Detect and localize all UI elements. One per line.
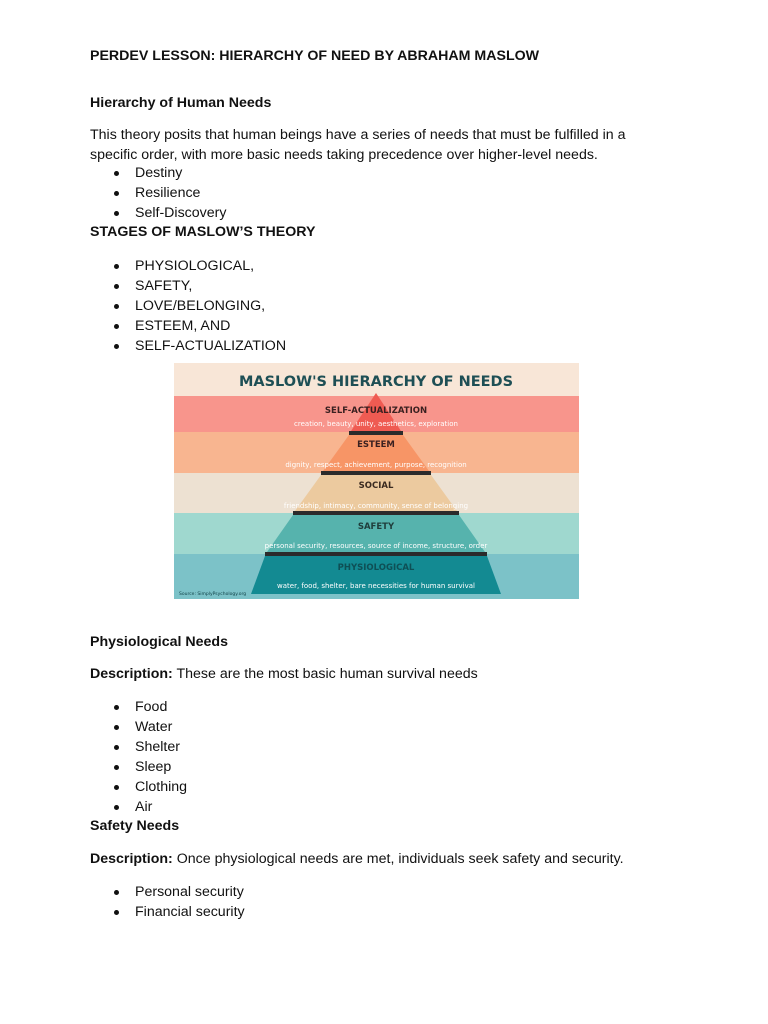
description-label: Description: [90,666,173,682]
physiological-list [90,697,650,817]
list-item: Shelter [90,737,650,757]
list-item: Self-Discovery [90,203,650,223]
list-item: SAFETY, [90,276,650,296]
level-desc-physiological: water, food, shelter, bare necessities for human survival [277,582,475,590]
section-heading-safety: Safety Needs [90,818,180,834]
list-item: Clothing [90,777,650,797]
stages-list [90,256,650,356]
tier-divider [321,471,431,475]
tier-divider [293,511,459,515]
level-name-self-actualization: SELF-ACTUALIZATION [324,406,428,416]
document-title: PERDEV LESSON: HIERARCHY OF NEED BY ABRAHAM MASLOW [90,48,540,64]
figure-source: Source: SimplyPsychology.org [179,592,247,597]
list-item: ESTEEM, AND [90,316,650,336]
tier-divider [349,431,403,435]
list-item: Food [90,697,650,717]
list-item: SELF-ACTUALIZATION [90,336,650,356]
level-name-physiological: PHYSIOLOGICAL [337,563,415,573]
maslow-pyramid-svg [174,363,579,599]
level-desc-self-actualization: creation, beauty, unity, aesthetics, exploration [294,420,458,428]
list-item: Air [90,797,650,817]
list-item: Sleep [90,757,650,777]
figure-title: MASLOW'S HIERARCHY OF NEEDS [238,374,514,390]
physiological-description [90,664,650,684]
intro-line-1: This theory posits that human beings have a series of needs that must be fulfilled in a [90,127,626,143]
description-text: Once physiological needs are met, individuals seek safety and security. [172,851,624,867]
level-desc-esteem: dignity, respect, achievement, purpose, recognition [285,461,467,469]
list-item: PHYSIOLOGICAL, [90,256,650,276]
description-label: Description: [90,851,173,867]
intro-line-2: specific order, with more basic needs taking precedence over higher-level needs. [90,147,598,163]
safety-list [90,882,650,922]
list-item: Financial security [90,902,650,922]
section-heading-hierarchy: Hierarchy of Human Needs [90,95,272,111]
section-heading-physiological: Physiological Needs [90,634,228,650]
list-item: Personal security [90,882,650,902]
level-name-social: SOCIAL [358,481,394,491]
hierarchy-topics-list [90,163,650,223]
safety-description [90,849,650,869]
intro-paragraph [90,125,650,165]
list-item: Destiny [90,163,650,183]
section-heading-stages: STAGES OF MASLOW’S THEORY [90,224,316,240]
tier-divider [265,552,487,556]
level-name-safety: SAFETY [357,522,395,532]
description-text: These are the most basic human survival needs [172,666,478,682]
list-item: LOVE/BELONGING, [90,296,650,316]
level-name-esteem: ESTEEM [357,440,395,450]
level-desc-social: friendship, intimacy, community, sense of belonging [283,502,469,510]
list-item: Water [90,717,650,737]
list-item: Resilience [90,183,650,203]
level-desc-safety: personal security, resources, source of income, structure, order [264,542,488,550]
maslow-pyramid-figure [174,363,579,599]
